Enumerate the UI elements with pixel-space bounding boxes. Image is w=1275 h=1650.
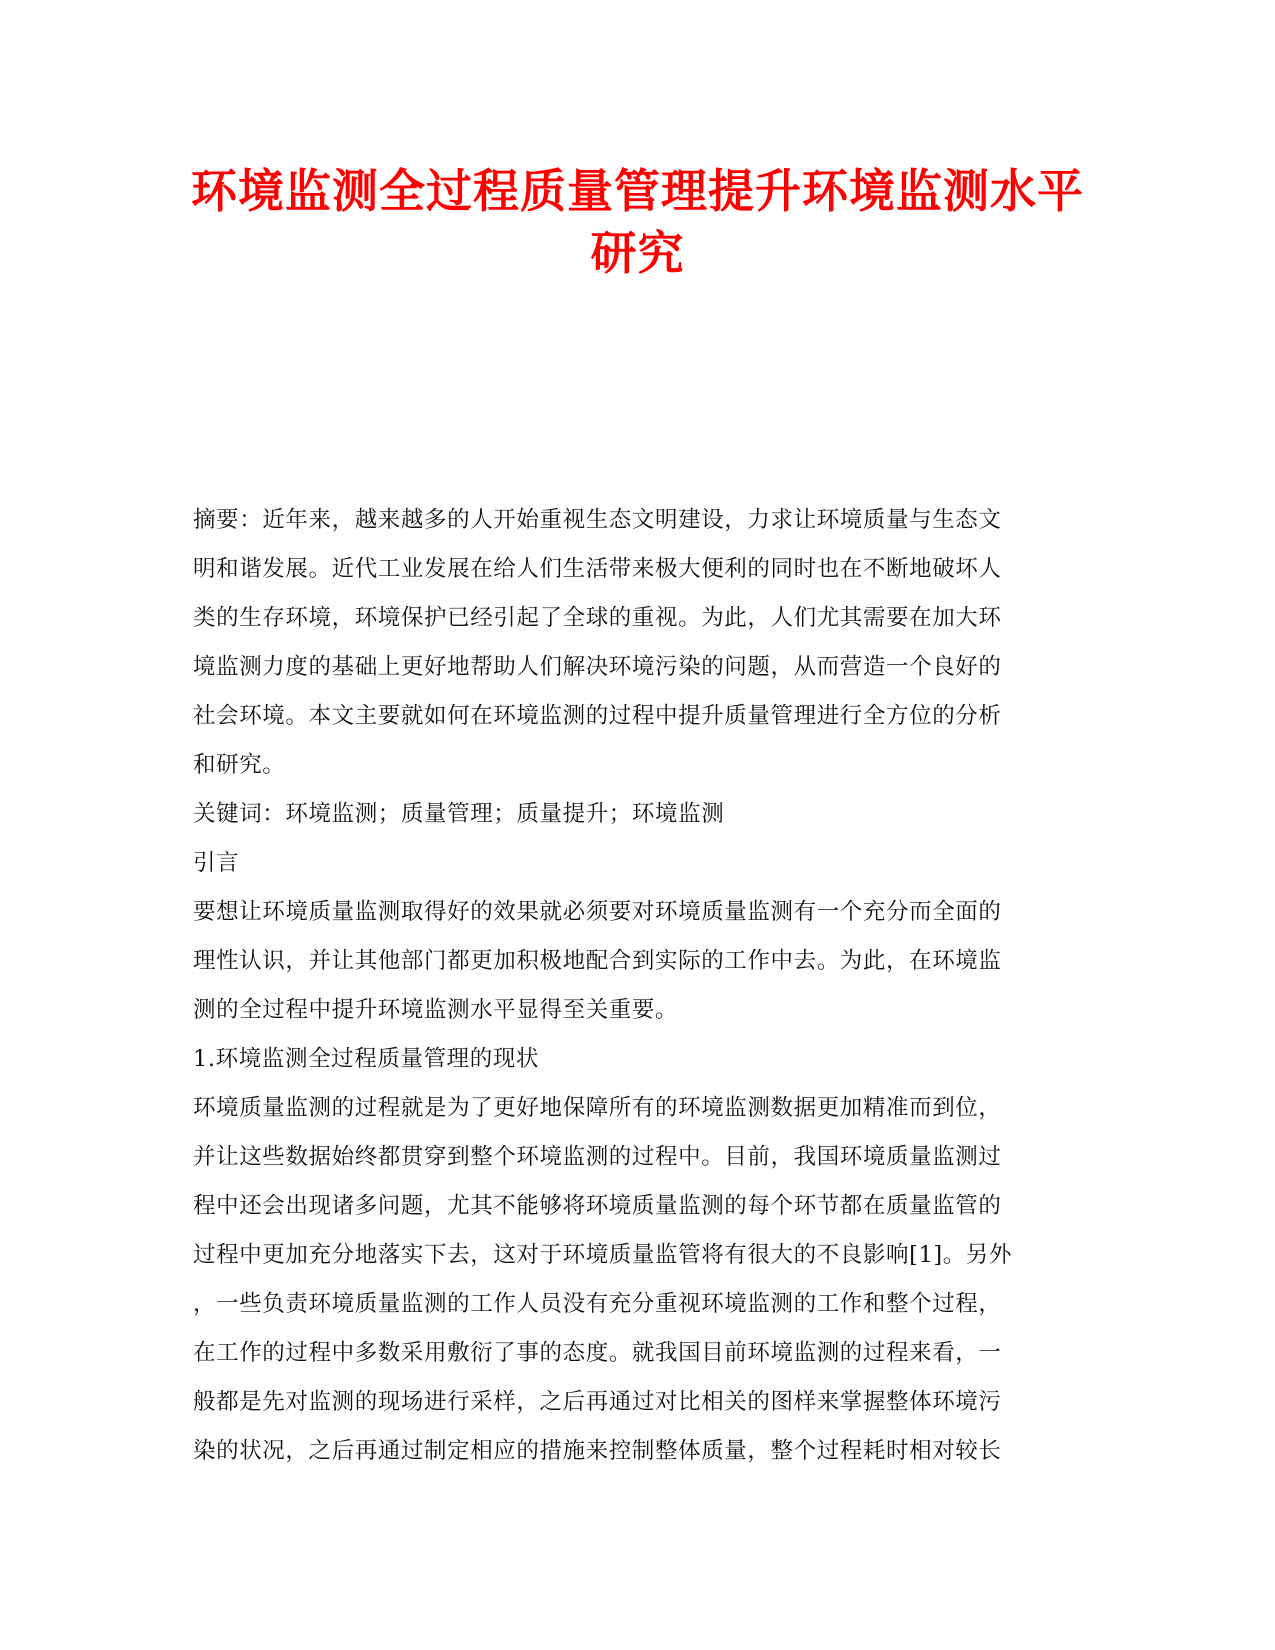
introduction-line: 测的全过程中提升环境监测水平显得至关重要。 <box>193 997 679 1023</box>
paragraph-line: 环境质量监测的过程就是为了更好地保障所有的环境监测数据更加精准而到位， <box>193 1095 1002 1121</box>
paragraph-line: 般都是先对监测的现场进行采样，之后再通过对比相关的图样来掌握整体环境污 <box>193 1389 1002 1415</box>
section-heading-1: 1.环境监测全过程质量管理的现状 <box>193 1046 540 1072</box>
abstract-line: 摘要：近年来，越来越多的人开始重视生态文明建设，力求让环境质量与生态文 <box>193 507 1002 533</box>
paragraph-line: 过程中更加充分地落实下去，这对于环境质量监管将有很大的不良影响[1]。另外 <box>193 1242 1013 1268</box>
abstract-line: 境监测力度的基础上更好地帮助人们解决环境污染的问题，从而营造一个良好的 <box>193 654 1002 680</box>
keywords-line: 关键词：环境监测；质量管理；质量提升；环境监测 <box>193 801 725 827</box>
paragraph-line: 程中还会出现诸多问题，尤其不能够将环境质量监测的每个环节都在质量监管的 <box>193 1193 1002 1219</box>
paragraph-line: 在工作的过程中多数采用敷衍了事的态度。就我国目前环境监测的过程来看，一 <box>193 1340 1002 1366</box>
paragraph-line: 染的状况，之后再通过制定相应的措施来控制整体质量，整个过程耗时相对较长 <box>193 1438 1002 1464</box>
abstract-line: 明和谐发展。近代工业发展在给人们生活带来极大便利的同时也在不断地破坏人 <box>193 556 1002 582</box>
title-line-2: 研究 <box>590 226 685 280</box>
introduction-line: 理性认识，并让其他部门都更加积极地配合到实际的工作中去。为此，在环境监 <box>193 948 1002 974</box>
document-title <box>160 160 1115 284</box>
abstract-line: 类的生存环境，环境保护已经引起了全球的重视。为此，人们尤其需要在加大环 <box>193 605 1002 631</box>
paragraph-line: ，一些负责环境质量监测的工作人员没有充分重视环境监测的工作和整个过程， <box>193 1291 1002 1317</box>
introduction-line: 要想让环境质量监测取得好的效果就必须要对环境质量监测有一个充分而全面的 <box>193 899 1002 925</box>
section-heading-introduction: 引言 <box>193 850 240 876</box>
paragraph-line: 并让这些数据始终都贯穿到整个环境监测的过程中。目前，我国环境质量监测过 <box>193 1144 1002 1170</box>
document-body <box>193 496 1073 1476</box>
abstract-line: 社会环境。本文主要就如何在环境监测的过程中提升质量管理进行全方位的分析 <box>193 703 1002 729</box>
title-line-1: 环境监测全过程质量管理提升环境监测水平 <box>191 164 1084 218</box>
abstract-line: 和研究。 <box>193 752 286 778</box>
